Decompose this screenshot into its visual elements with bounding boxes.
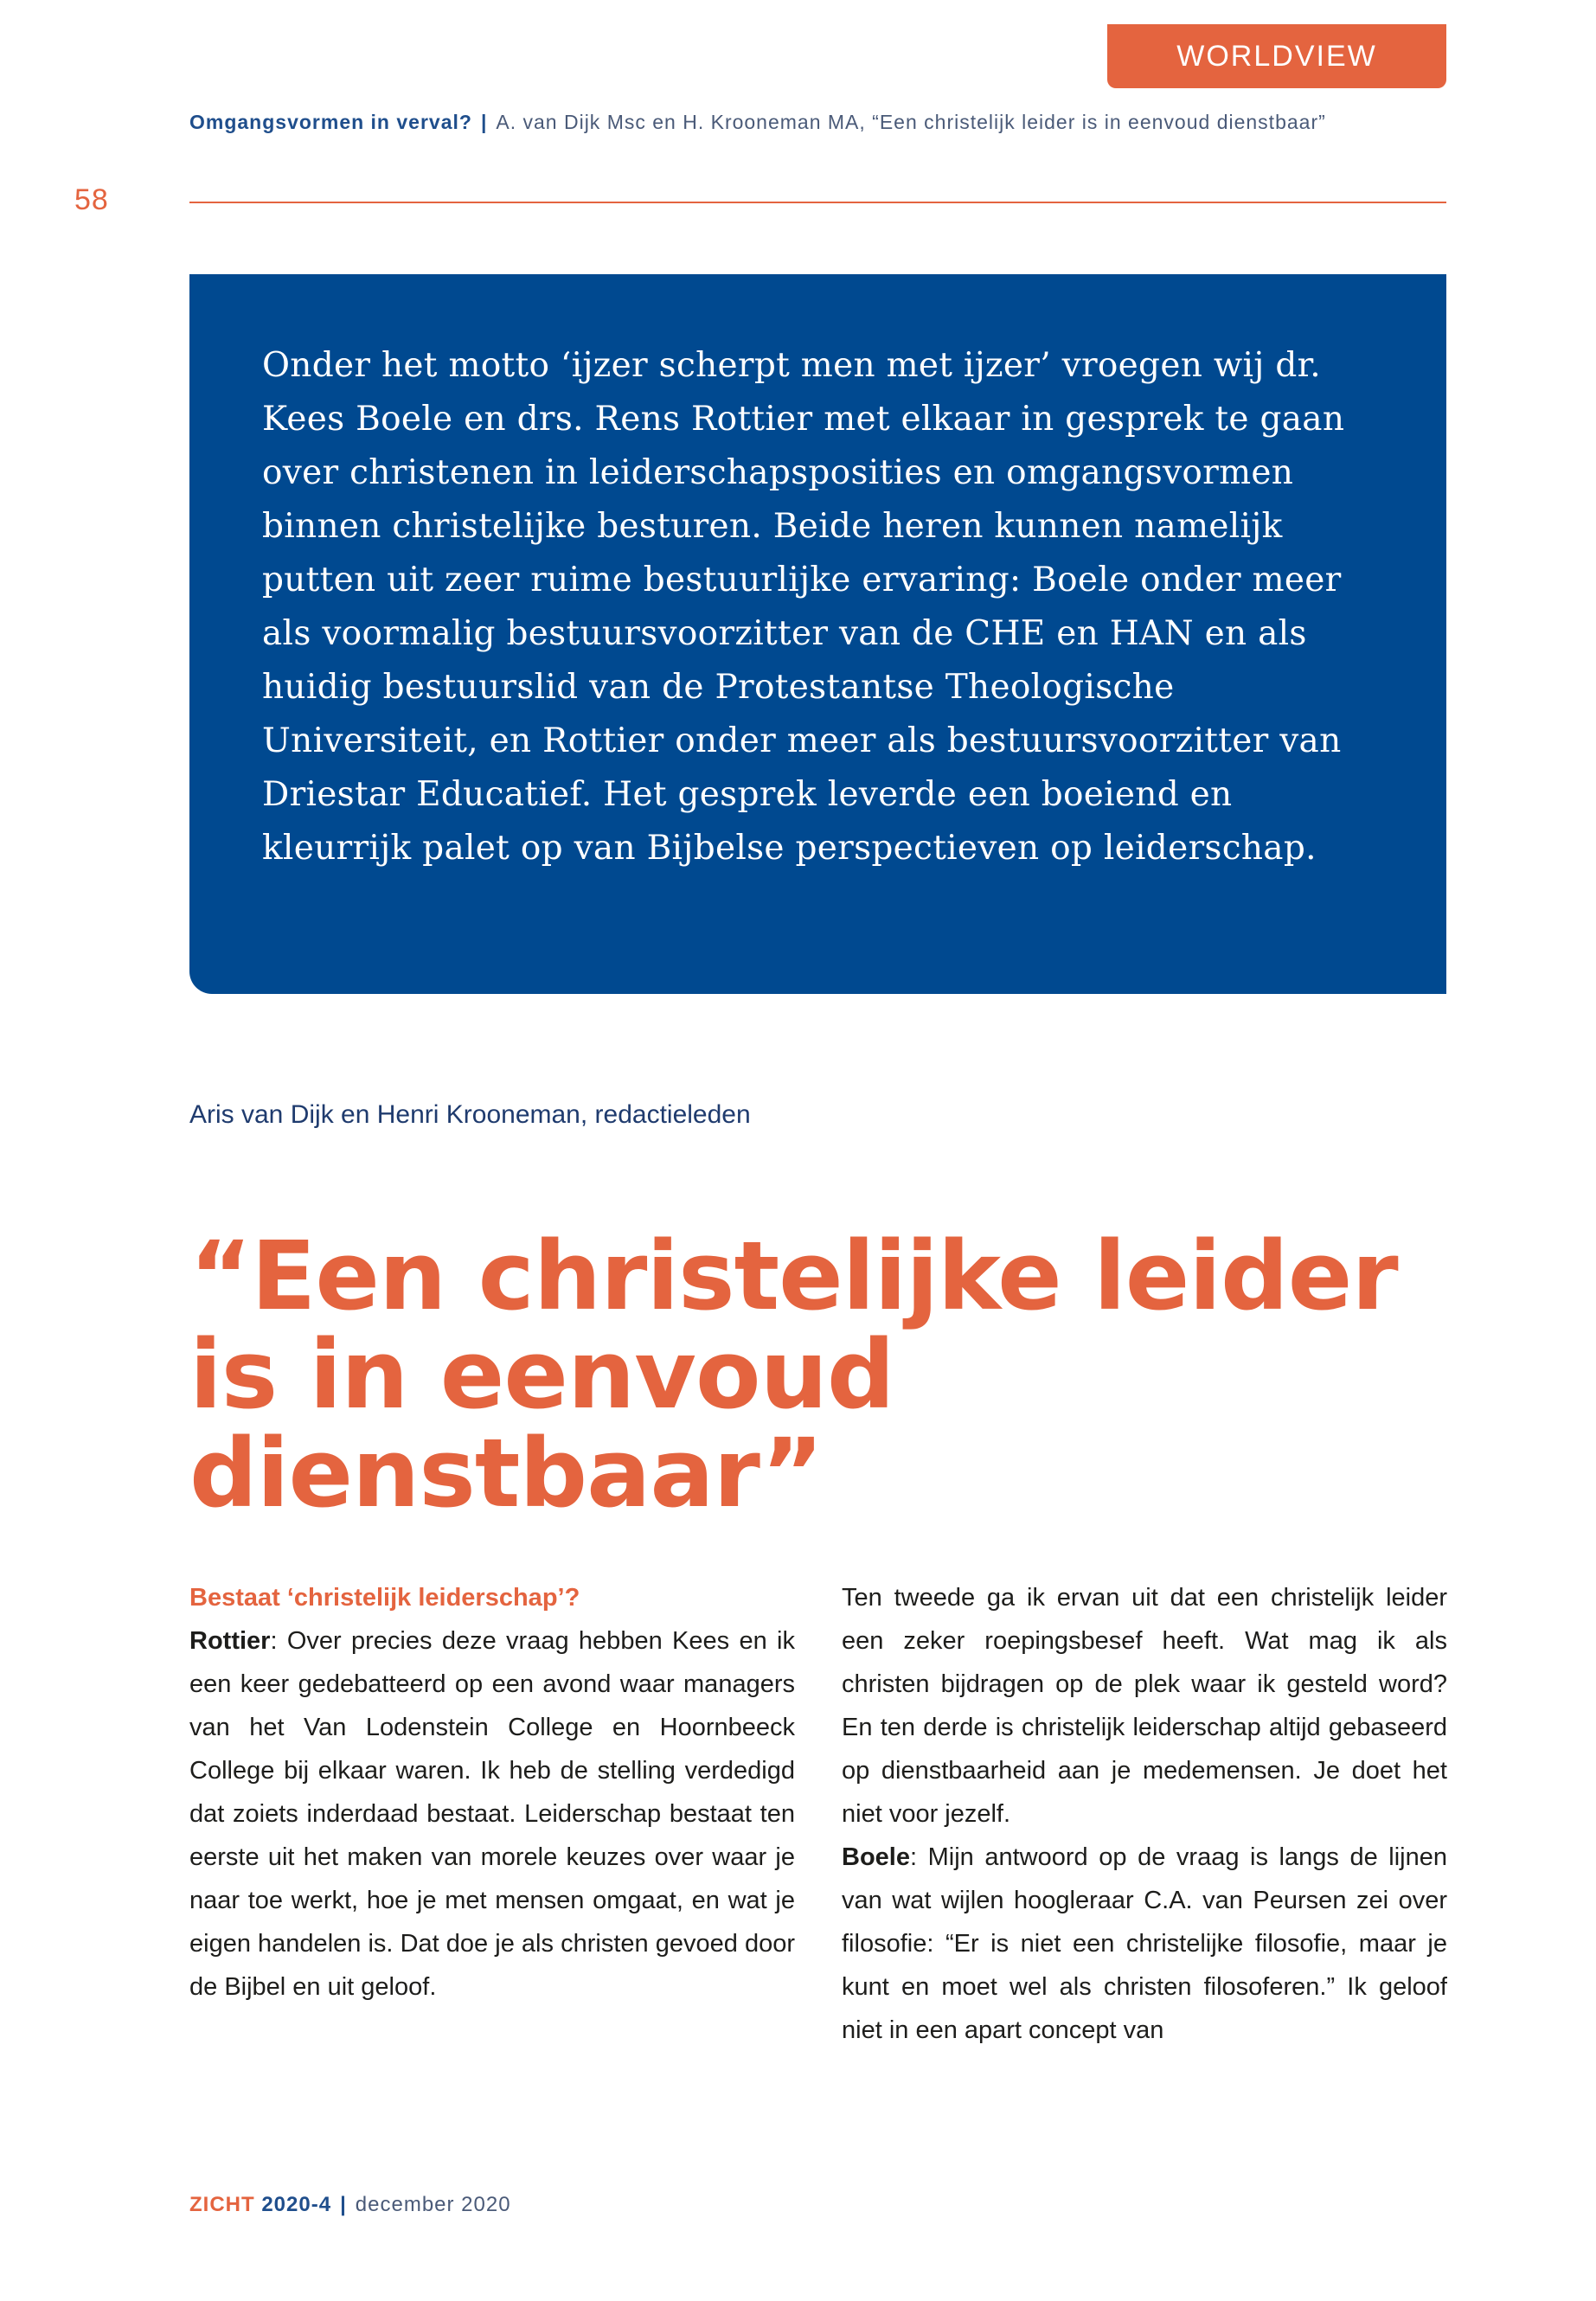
footer — [189, 2193, 511, 2217]
footer-brand: ZICHT — [189, 2193, 255, 2216]
running-head-separator: | — [480, 111, 488, 133]
byline: Aris van Dijk en Henri Krooneman, redactieleden — [189, 1100, 751, 1129]
footer-date: december 2020 — [355, 2193, 511, 2216]
paragraph-rottier — [189, 1619, 795, 2009]
footer-separator: | — [340, 2193, 347, 2216]
footer-issue: 2020-4 — [261, 2193, 332, 2216]
intro-box — [189, 274, 1446, 994]
running-head-article: A. van Dijk Msc en H. Krooneman MA, “Een christelijk leider is in eenvoud dienstbaar” — [496, 111, 1326, 133]
subheading: Bestaat ‘christelijk leiderschap’? — [189, 1584, 580, 1612]
paragraph-boele — [842, 1836, 1447, 2052]
running-head-series: Omgangsvormen in verval? — [189, 111, 472, 133]
running-head — [189, 111, 1326, 134]
paragraph-boele-text: : Mijn antwoord op de vraag is langs de lijnen van wat wijlen hoogleraar C.A. van Peursen zei over filosofie: “Er is niet een christelijke filosofie, maar je kunt en moet wel als christen filosoferen.” Ik geloof niet in een apart concept van — [842, 1843, 1447, 2044]
body-column-right — [842, 1576, 1447, 2052]
section-tab: WORLDVIEW — [1107, 24, 1446, 88]
speaker-rottier: Rottier — [189, 1627, 271, 1655]
article-headline: “Een christelijke leider is in eenvoud dienstbaar” — [189, 1221, 1398, 1529]
paragraph-rottier-text: : Over precies deze vraag hebben Kees en ik een keer gedebatteerd op een avond waar managers van het Van Lodenstein College en Hoornbeeck College bij elkaar waren. Ik heb de stelling verdedigd dat zoiets inderdaad bestaat. Leiderschap bestaat ten eerste uit het maken van morele keuzes over waar je naar toe werkt, hoe je met mensen omgaat, en wat je eigen handelen is. Dat doe je als christen gevoed door de Bijbel en uit geloof. — [189, 1627, 795, 2001]
paragraph-continuation: Ten tweede ga ik ervan uit dat een christelijk leider een zeker roepingsbesef heeft. Wat mag ik als christen bijdragen op de plek waar ik gesteld word? En ten derde is christelijk leiderschap altijd gebaseerd op dienstbaarheid aan je medemensen. Je doet het niet voor jezelf. — [842, 1584, 1447, 1828]
intro-text: Onder het motto ‘ijzer scherpt men met ijzer’ vroegen wij dr. Kees Boele en drs. Rens Rottier met elkaar in gesprek te gaan over christenen in leiderschapsposities en omgangsvormen binnen christelijke besturen. Beide heren kunnen namelijk putten uit zeer ruime bestuurlijke ervaring: Boele onder meer als voormalig bestuursvoorzitter van de CHE en HAN en als huidig bestuurslid van de Protestantse Theologische Universiteit, en Rottier onder meer als bestuursvoorzitter van Driestar Educatief. Het gesprek leverde een boeiend en kleurrijk palet op van Bijbelse perspectieven op leiderschap. — [262, 346, 1345, 868]
header-rule — [189, 202, 1446, 203]
page-number: 58 — [74, 183, 109, 216]
speaker-boele: Boele — [842, 1843, 910, 1871]
body-column-left — [189, 1576, 795, 2009]
